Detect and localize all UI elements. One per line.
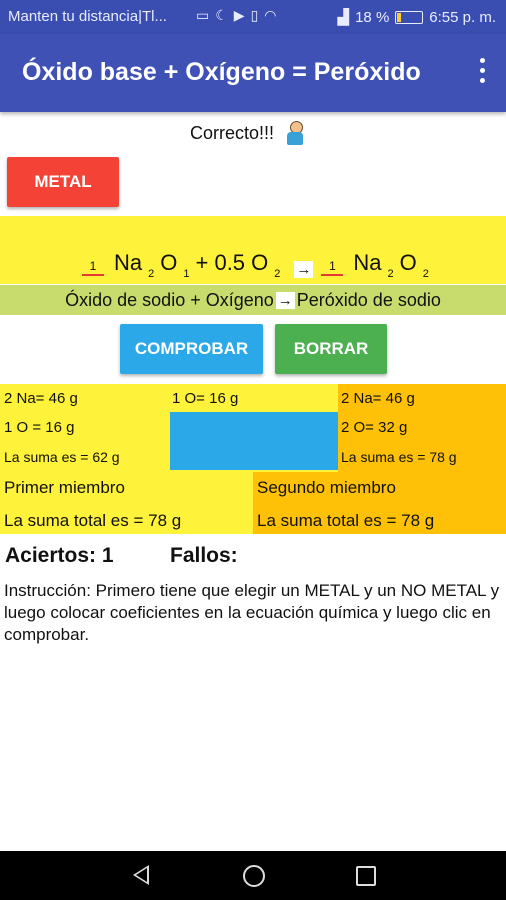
recent-apps-icon[interactable]: [356, 866, 376, 886]
subscript: 2: [274, 268, 281, 280]
check-button[interactable]: COMPROBAR: [120, 324, 263, 374]
scientist-emoji-icon: [284, 121, 306, 145]
home-icon[interactable]: [243, 865, 265, 887]
laptop-icon: ▭: [196, 7, 210, 23]
reactant-o-mass-2: 1 O = 16 g: [4, 419, 75, 436]
reactant-na-mass: 2 Na= 46 g: [4, 390, 78, 407]
coefficient-right-input[interactable]: 1: [321, 260, 343, 276]
youtube-icon: ▶: [233, 7, 245, 23]
app-title: Óxido base + Oxígeno = Peróxido: [22, 58, 421, 86]
product-name: Peróxido de sodio: [296, 289, 441, 310]
wifi-icon: ◠: [264, 7, 277, 23]
reactant-names: Óxido de sodio + Oxígeno: [65, 289, 274, 310]
status-bar: [0, 0, 506, 34]
battery-icon: [395, 11, 423, 24]
element-o-right: O: [399, 250, 417, 275]
signal-icon: ▟: [337, 9, 350, 26]
app-bar: [0, 34, 506, 112]
first-member-label: Primer miembro: [4, 478, 125, 497]
reaction-arrow-icon: →: [296, 261, 312, 278]
moon-icon: ☾: [215, 7, 228, 23]
oxygen-term: + 0.5 O: [195, 250, 269, 275]
back-icon[interactable]: [133, 865, 149, 885]
navigation-bar: [0, 851, 506, 900]
product-o-mass: 2 O= 32 g: [341, 419, 408, 436]
notification-text: Manten tu distancia|Tl...: [8, 8, 167, 25]
clear-button[interactable]: BORRAR: [275, 324, 387, 374]
subscript: 2: [148, 268, 155, 280]
second-member-label: Segundo miembro: [257, 478, 396, 497]
compound-names: [0, 285, 506, 315]
subscript: 2: [422, 268, 429, 280]
score-line: [5, 544, 238, 568]
product-sum: La suma es = 78 g: [341, 449, 457, 465]
arrow-icon: →: [277, 291, 293, 309]
feedback-text: Correcto!!!: [190, 122, 275, 143]
overflow-menu-icon[interactable]: [478, 58, 486, 86]
reactant-o-mass: 1 O= 16 g: [172, 390, 239, 407]
instruction-text: Instrucción: Primero tiene que elegir un METAL y un NO METAL y luego colocar coeficientes en la ecuación química y luego clic en comprobar.: [4, 581, 500, 644]
vibrate-icon: ▯: [250, 7, 259, 23]
feedback-message: [190, 121, 306, 145]
element-na-left: Na: [114, 250, 143, 275]
fails-count: Fallos:: [170, 544, 238, 567]
status-icons: [196, 7, 277, 24]
metal-button[interactable]: METAL: [7, 157, 119, 207]
chemical-equation: [82, 250, 435, 280]
subscript: 2: [387, 268, 394, 280]
hits-count: Aciertos: 1: [5, 544, 114, 567]
product-na-mass: 2 Na= 46 g: [341, 390, 415, 407]
status-right: [338, 8, 496, 26]
coefficient-left-input[interactable]: 1: [82, 260, 104, 276]
subscript: 1: [183, 268, 190, 280]
element-na-right: Na: [353, 250, 382, 275]
second-member-total: La suma total es = 78 g: [257, 511, 435, 530]
battery-percent: 18 %: [355, 8, 390, 26]
first-member-total: La suma total es = 78 g: [4, 511, 182, 530]
clock: 6:55 p. m.: [429, 8, 496, 26]
element-o-left: O: [160, 250, 178, 275]
reactant-sum: La suma es = 62 g: [4, 449, 120, 465]
blue-block: [170, 412, 338, 470]
